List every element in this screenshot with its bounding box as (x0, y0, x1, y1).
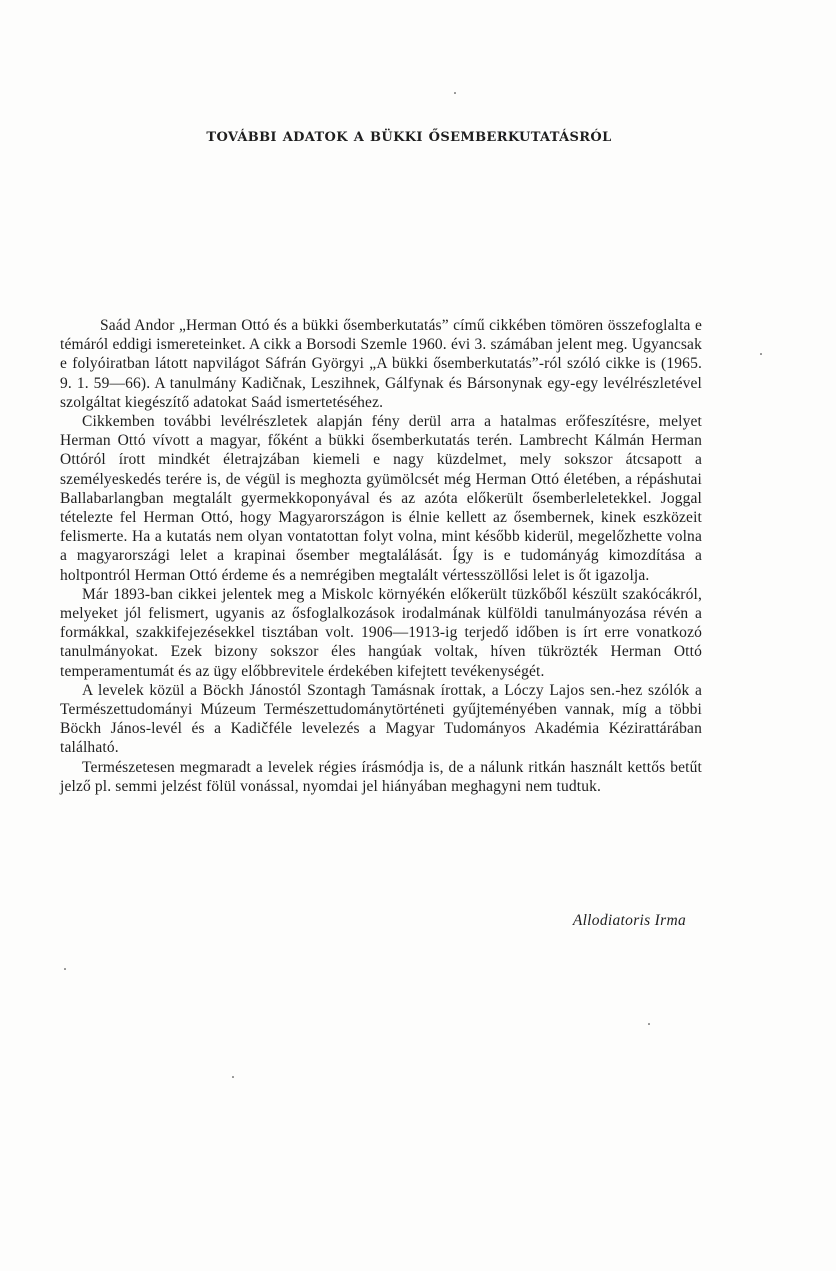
document-title: TOVÁBBI ADATOK A BÜKKI ŐSEMBERKUTATÁSRÓL (206, 130, 612, 145)
scan-speck (64, 968, 66, 970)
paragraph-3: Már 1893-ban cikkei jelentek meg a Miskolc környékén előkerült tüzkőből készült szakócákról, melyeket jól felismert, ugyanis az ősfoglalkozások irodalmának külföldi tanulmányozása révén a formákkal, szakkifejezésekkel tisztában volt. 1906—1913-ig terjedő időben is írt erre vonatkozó tanulmányokat. Ezek bizony sokszor éles hangúak voltak, híven tükrözték Herman Ottó temperamentumát és az ügy előbbrevitele érdekében kifejtett tevékenységét. (60, 585, 702, 680)
scan-speck (232, 1076, 234, 1078)
paragraph-5: Természetesen megmaradt a levelek régies írásmódja is, de a nálunk ritkán használt kettős betűt jelző pl. semmi jelzést fölül vonással, nyomdai jel hiányában meghagyni nem tudtuk. (60, 758, 702, 795)
author-signature: Allodiatoris Irma (572, 912, 686, 929)
scan-speck (454, 92, 456, 94)
paragraph-2: Cikkemben további levélrészletek alapján fény derül arra a hatalmas erőfeszítésre, melyet Herman Ottó vívott a magyar, főként a bükki ősemberkutatás terén. Lambrecht Kálmán Herman Ottóról írott mindkét életrajzában kiemeli e nagy küzdelmet, mely sokszor átcsapott a személyeskedés terére is, de végül is meghozta gyümölcsét még Herman Ottó életében, a répáshutai Ballabarlangban megtalált gyermekkoponyával és az azóta előkerült ősemberleletekkel. Joggal tételezte fel Herman Ottó, hogy Magyarországon is élnie kellett az ősembernek, kinek eszközeit felismerte. Ha a kutatás nem olyan vontatottan folyt volna, mint később kiderül, megelőzhette volna a magyarországi lelet a krapinai ősember megtalálását. Így is e tudományág kimozdítása a holtpontról Herman Ottó érdeme és a nemrégiben megtalált vértesszöllősi lelet is őt igazolja. (60, 413, 702, 584)
scan-speck (648, 1023, 650, 1025)
article-body (60, 316, 702, 796)
paragraph-1: Saád Andor „Herman Ottó és a bükki ősemberkutatás” című cikkében tömören összefoglalta e témáról eddigi ismereteinket. A cikk a Borsodi Szemle 1960. évi 3. számában jelent meg. Ugyancsak e folyóiratban látott napvilágot Sáfrán Györgyi „A bükki ősemberkutatás”-ról szóló cikke is (1965. 9. 1. 59—66). A tanulmány Kadičnak, Leszihnek, Gálfynak és Bársonynak egy-egy levélrészletével szolgáltat kiegészítő adatokat Saád ismertetéséhez. (60, 317, 702, 411)
paragraph-4: A levelek közül a Böckh Jánostól Szontagh Tamásnak írottak, a Lóczy Lajos sen.-hez szólók a Természettudományi Múzeum Természettudománytörténeti gyűjteményében vannak, míg a többi Böckh János-levél és a Kadičféle levelezés a Magyar Tudományos Akadémia Kézirattárában található. (60, 681, 702, 757)
scan-speck (760, 353, 762, 355)
